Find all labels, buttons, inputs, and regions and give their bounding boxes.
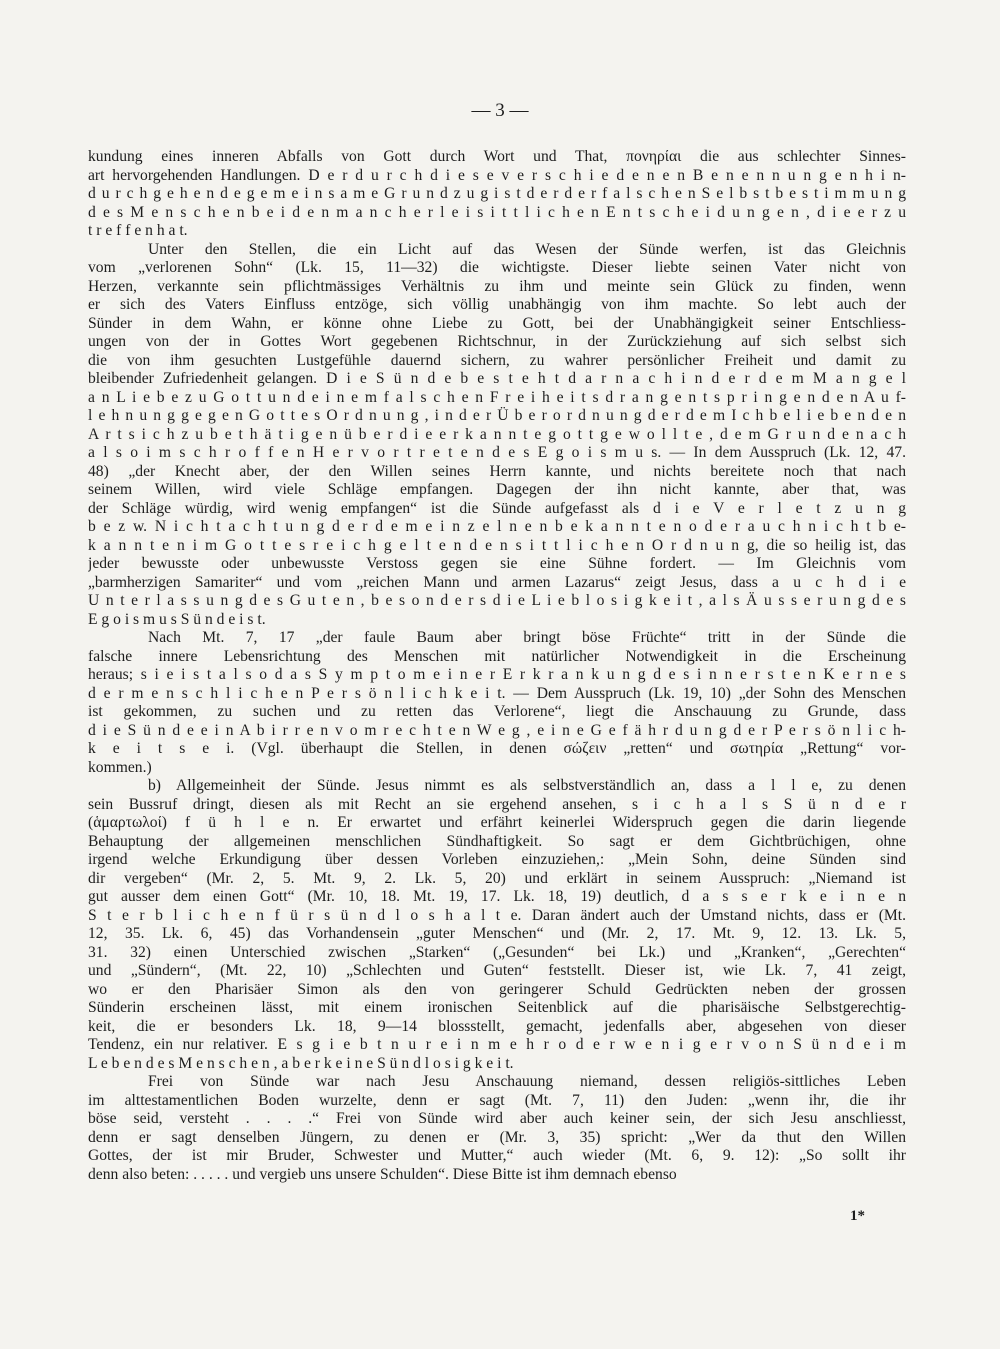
text-line: 48) „der Knecht aber, der den Willen seines Herrn kannte, und nichts bereitete noch that nach (88, 462, 906, 480)
signature-mark: 1* (850, 1208, 865, 1224)
text-line: Tendenz, ein nur relativer. E s g i e b t n u r e i n m e h r o d e r w e n i g e r v o n S ü n d e i m (88, 1036, 906, 1053)
text-line: d e s M e n s c h e n b e i d e n m a n c h e r l e i s i t t l i c h e n E n t s c h e i d u n g e n , d i e e r z u (88, 203, 906, 221)
text-line: 31. 32) einen Unterschied zwischen „Starken“ („Gesunden“ bei Lk.) und „Kranken“, „Gerechten“ (88, 943, 906, 961)
text-line: d e r m e n s c h l i c h e n P e r s ö n l i c h k e i t. — Dem Ausspruch (Lk. 19, 10) „der Sohn des Menschen (88, 684, 906, 702)
text-line: ist gekommen, zu suchen und zu retten das Verlorene“, liegt die Anschauung zu Grunde, dass (88, 703, 906, 720)
text-line: ungen von der in Gottes Wort gegebenen Richtschnur, in der Zurückziehung auf sich selbst sich (88, 333, 906, 350)
text-line: bleibender Zufriedenheit gelangen. D i e S ü n d e b e s t e h t d a r n a c h i n d e r d e m M a n g e l (88, 370, 906, 387)
page-number: — 3 — (471, 100, 529, 121)
text-line: falsche innere Lebensrichtung des Menschen mit natürlicher Notwendigkeit in die Erscheinung (88, 647, 906, 665)
text-line: (ἁμαρτωλοί) f ü h l e n. Er erwartet und erfährt keinerlei Widerspruch gegen die darin liegende (88, 814, 906, 831)
text-line: heraus; s i e i s t a l s o d a s S y m p t o m e i n e r E r k r a n k u n g d e s i n n e r s t e n K e r n e s (88, 666, 906, 683)
text-line: k e i t s e i. (Vgl. überhaupt die Stellen, in denen σώζειν „retten“ und σωτηρία „Rettung“ vor- (88, 740, 906, 757)
text-line: Herzen, verkannte sein pflichtmässiges Verhältnis zu ihm und meinte sein Glück zu finden, wenn (88, 277, 906, 295)
text-line: Frei von Sünde war nach Jesu Anschauung niemand, dessen religiös-sittliches Leben (148, 1073, 906, 1090)
text-line: Nach Mt. 7, 17 „der faule Baum aber bringt böse Früchte“ tritt in der Sünde die (148, 629, 906, 646)
text-line: Sünder in dem Wahn, er könne ohne Liebe zu Gott, bei der Unabhängigkeit seiner Entschliess- (88, 314, 906, 332)
text-line: art hervorgehenden Handlungen. D e r d u r c h d i e s e v e r s c h i e d e n e n B e n e n n u n g e n h i n- (88, 166, 906, 184)
text-line: im alttestamentlichen Boden wurzelte, denn er sagt (Mt. 7, 11) den Juden: „wenn ihr, die ihr (88, 1091, 906, 1109)
text-line: b e z w. N i c h t a c h t u n g d e r d e m e i n z e l n e n b e k a n n t e n o d e r a u c h n i c h t b e- (88, 518, 906, 535)
text-line: gut ausser dem einen Gott“ (Mr. 10, 18. Mt. 19, 17. Lk. 18, 19) deutlich, d a s s e r k e i n e n (88, 888, 906, 905)
body-text (88, 148, 906, 1184)
text-line: wo er den Pharisäer Simon als den von geringerer Schuld Gedrückten neben der grossen (88, 980, 906, 998)
text-line: die von ihm gesuchten Lustgefühle dauernd sichern, zu wahrer persönlicher Freiheit und damit zu (88, 351, 906, 369)
text-line: Behauptung der allgemeinen menschlichen Sündhaftigkeit. So sagt er dem Gichtbrüchigen, ohne (88, 832, 906, 850)
text-line: jeder bewusste oder unbewusste Verstoss gegen sie eine Sühne fordert. — Im Gleichnis vom (88, 555, 906, 572)
text-line: Unter den Stellen, die ein Licht auf das Wesen der Sünde werfen, ist das Gleichnis (148, 240, 906, 258)
text-line: d i e S ü n d e e i n A b i r r e n v o m r e c h t e n W e g , e i n e G e f ä h r d u n g d e r P e r s ö n l i c h- (88, 721, 906, 739)
text-line: der Schläge würdig, wird wenig empfangen“ ist die Sünde aufgefasst als d i e V e r l e t z u n g (88, 499, 906, 517)
text-line: irgend welche Erkundigung über dessen Vorleben einzuziehen,: „Mein Sohn, deine Sünden sind (88, 851, 906, 868)
text-line: b) Allgemeinheit der Sünde. Jesus nimmt es als selbstverständlich an, dass a l l e, zu denen (148, 777, 906, 794)
text-line: t r e f f e n h a t. (88, 222, 188, 239)
text-line: d u r c h g e h e n d e g e m e i n s a m e G r u n d z u g i s t d e r d e r f a l s c h e n S e l b s t b e s t i m m u n g (88, 185, 906, 202)
text-line: denn also beten: . . . . . und vergieb uns unsere Schulden“. Diese Bitte ist ihm demnach ebenso (88, 1165, 677, 1183)
text-line: denn er sagt denselben Jüngern, zu denen er (Mr. 3, 35) spricht: „Wer da thut den Willen (88, 1128, 906, 1146)
text-line: S t e r b l i c h e n f ü r s ü n d l o s h a l t e. Daran ändert auch der Umstand nichts, dass er (Mt. (88, 906, 906, 924)
text-line: k a n n t e n i m G o t t e s r e i c h g e l t e n d e n s i t t l i c h e n O r d n u n g, die so heilig ist, das (88, 536, 906, 554)
text-line: Gottes, der ist mir Bruder, Schwester und Mutter,“ auch wieder (Mt. 6, 9. 12): „So sollt ihr (88, 1147, 906, 1164)
text-line: böse seid, versteht . . . .“ Frei von Sünde wird aber auch keiner sein, der sich Jesu anschliesst, (88, 1110, 906, 1127)
text-line: „barmherzigen Samariter“ und vom „reichen Mann und armen Lazarus“ zeigt Jesus, dass a u c h d i e (88, 573, 906, 591)
text-line: a l s o i m s c h r o f f e n H e r v o r t r e t e n d e s E g o i s m u s. — In dem Ausspruch (Lk. 12, 47. (88, 444, 906, 461)
text-line: vom „verlorenen Sohn“ (Lk. 15, 11—32) die wichtigste. Dieser liebte seinen Vater nicht von (88, 259, 906, 276)
text-line: kundung eines inneren Abfalls von Gott durch Wort und That, πονηρίαι die aus schlechter Sinnes- (88, 148, 906, 165)
text-line: er sich des Vaters Einfluss entzöge, sich völlig unabhängig von ihm machte. So lebt auch der (88, 296, 906, 313)
text-line: E g o i s m u s S ü n d e i s t. (88, 610, 266, 628)
text-line: Sünderin erscheinen lässt, mit einem ironischen Seitenblick auf die pharisäische Selbstgerechtig- (88, 999, 906, 1016)
text-line: A r t s i c h z u b e t h ä t i g e n ü b e r d i e e r k a n n t e g o t t g e w o l l t e , d e m G r u n d e n a c h (88, 425, 906, 443)
text-line: l e h n u n g g e g e n G o t t e s O r d n u n g , i n d e r Ü b e r o r d n u n g d e r d e m I c h b e l i e b e n d e n (88, 407, 906, 424)
text-line: seinem Willen, wird viele Schläge empfangen. Dagegen der ihn nicht kannte, aber that, was (88, 481, 906, 498)
text-line: 12, 35. Lk. 6, 45) das Vorhandensein „guter Menschen“ und (Mr. 2, 17. Mt. 9, 12. 13. Lk. 5, (88, 925, 906, 942)
text-line: und „Sündern“, (Mt. 22, 10) „Schlechten und Guten“ feststellt. Dieser ist, wie Lk. 7, 41 zeigt, (88, 962, 906, 979)
text-line: kommen.) (88, 758, 152, 776)
text-line: U n t e r l a s s u n g d e s G u t e n , b e s o n d e r s d i e L i e b l o s i g k e i t , a l s Ä u s s e r u n g d e s (88, 592, 906, 609)
text-line: a n L i e b e z u G o t t u n d e i n e m f a l s c h e n F r e i h e i t s d r a n g e n t s p r i n g e n d e n A u f- (88, 388, 906, 406)
text-line: keit, die er besonders Lk. 18, 9—14 blossstellt, gemacht, jedenfalls aber, abgesehen von dieser (88, 1017, 906, 1035)
text-line: dir vergeben“ (Mr. 2, 5. Mt. 9, 2. Lk. 5, 20) und erklärt in seinem Ausspruch: „Niemand ist (88, 869, 906, 887)
text-line: sein Bussruf dringt, diesen als mit Recht an sie ergehend ansehen, s i c h a l s S ü n d e r (88, 795, 906, 813)
text-line: L e b e n d e s M e n s c h e n , a b e r k e i n e S ü n d l o s i g k e i t. (88, 1054, 514, 1072)
